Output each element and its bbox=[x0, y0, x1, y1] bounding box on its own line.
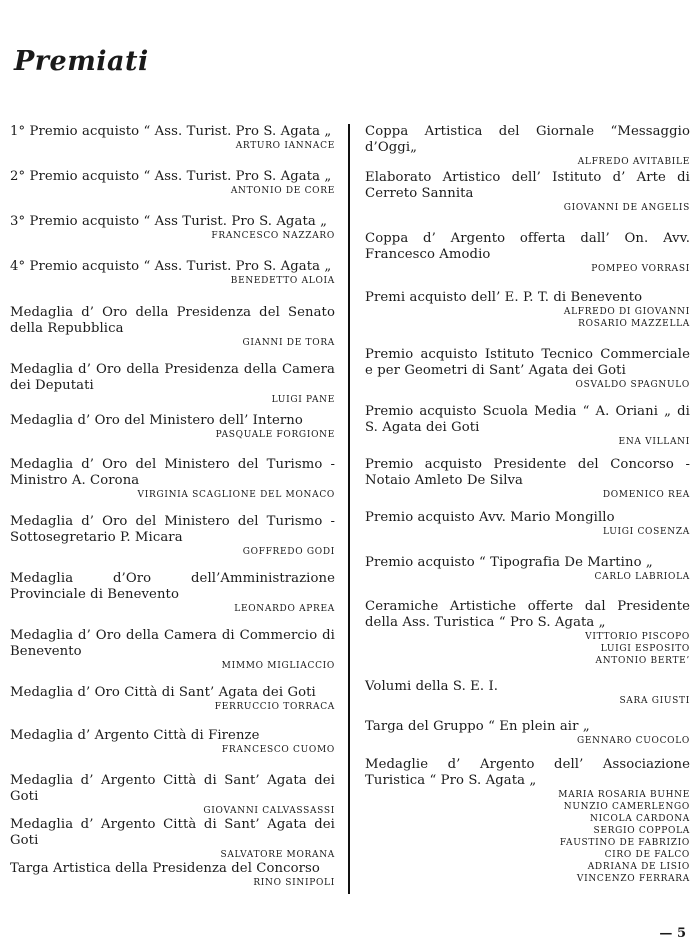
winner-name: FRANCESCO NAZZARO bbox=[211, 231, 335, 241]
winner-name: DOMENICO REA bbox=[602, 490, 690, 500]
award-entry bbox=[365, 555, 690, 599]
winner-names bbox=[365, 631, 690, 667]
award-entry bbox=[10, 685, 335, 728]
award-entry bbox=[10, 728, 335, 773]
winner-names bbox=[10, 140, 335, 152]
winner-name: SERGIO COPPOLA bbox=[593, 826, 690, 836]
winner-names bbox=[10, 805, 335, 817]
award-entry bbox=[10, 571, 335, 628]
winner-name: OSVALDO SPAGNULO bbox=[575, 380, 690, 390]
award-entry bbox=[10, 457, 335, 514]
winner-name: ALFREDO DI GIOVANNI bbox=[563, 307, 690, 317]
award-entry bbox=[10, 514, 335, 571]
right-column bbox=[365, 124, 690, 885]
winner-name: LUIGI ESPOSITO bbox=[600, 644, 690, 654]
winner-name: GIOVANNI CALVASSASSI bbox=[203, 806, 335, 816]
winner-name: SARA GIUSTI bbox=[619, 696, 690, 706]
award-entry bbox=[365, 599, 690, 679]
award-entry bbox=[10, 362, 335, 413]
winner-names bbox=[365, 789, 690, 885]
winner-name: POMPEO VORRASI bbox=[591, 264, 690, 274]
winner-name: RINO SINIPOLI bbox=[253, 878, 335, 888]
winner-names bbox=[10, 701, 335, 713]
winner-names bbox=[10, 337, 335, 349]
award-title: Medaglia d’ Oro del Ministero del Turismo - Ministro A. Corona bbox=[10, 457, 335, 488]
award-title: Medaglia d’ Oro della Presidenza della Camera dei Deputati bbox=[10, 362, 335, 393]
award-entry bbox=[10, 259, 335, 305]
winner-names bbox=[365, 156, 690, 168]
winner-names bbox=[365, 526, 690, 538]
winner-names bbox=[10, 489, 335, 501]
award-title: Elaborato Artistico dell’ Istituto d’ Arte di Cerreto Sannita bbox=[365, 170, 690, 201]
award-title: Premio acquisto Scuola Media “ A. Oriani „ di S. Agata dei Goti bbox=[365, 404, 690, 435]
award-title: Medaglie d’ Argento dell’ Associazione Turistica “ Pro S. Agata „ bbox=[365, 757, 690, 788]
award-entry bbox=[365, 231, 690, 290]
winner-name: MARIA ROSARIA BUHNE bbox=[558, 790, 690, 800]
winner-name: CARLO LABRIOLA bbox=[594, 572, 690, 582]
winner-name: ADRIANA DE LISIO bbox=[587, 862, 690, 872]
winner-name: GOFFREDO GODI bbox=[242, 547, 335, 557]
award-title: Medaglia d’ Oro del Ministero del Turismo - Sottosegretario P. Micara bbox=[10, 514, 335, 545]
award-title: Premio acquisto Istituto Tecnico Commerciale e per Geometri di Sant’ Agata dei Goti bbox=[365, 347, 690, 378]
award-entry bbox=[10, 214, 335, 259]
winner-names bbox=[365, 735, 690, 747]
award-entry bbox=[10, 773, 335, 817]
award-entry bbox=[365, 510, 690, 555]
award-entry bbox=[365, 757, 690, 885]
award-entry bbox=[365, 124, 690, 170]
winner-names bbox=[10, 603, 335, 615]
winner-names bbox=[365, 695, 690, 707]
winner-name: GENNARO CUOCOLO bbox=[577, 736, 690, 746]
column-divider bbox=[348, 124, 350, 894]
winner-names bbox=[10, 877, 335, 889]
winner-names bbox=[10, 849, 335, 861]
winner-name: ARTURO IANNACE bbox=[235, 141, 335, 151]
winner-names bbox=[365, 489, 690, 501]
award-entry bbox=[365, 679, 690, 719]
award-entry bbox=[365, 457, 690, 510]
winner-name: FAUSTINO DE FABRIZIO bbox=[559, 838, 690, 848]
winner-name: FERRUCCIO TORRACA bbox=[214, 702, 335, 712]
award-title: Premi acquisto dell’ E. P. T. di Benevento bbox=[365, 290, 643, 305]
award-entry bbox=[10, 817, 335, 861]
award-title: Medaglia d’ Oro Città di Sant’ Agata dei Goti bbox=[10, 685, 316, 700]
winner-name: FRANCESCO CUOMO bbox=[221, 745, 335, 755]
winner-names bbox=[10, 275, 335, 287]
winner-names bbox=[10, 429, 335, 441]
winner-name: ROSARIO MAZZELLA bbox=[578, 319, 690, 329]
award-entry bbox=[365, 347, 690, 404]
left-column bbox=[10, 124, 335, 901]
award-entry bbox=[10, 413, 335, 457]
winner-name: LUIGI PANE bbox=[271, 395, 335, 405]
award-title: Medaglia d’ Oro del Ministero dell’ Interno bbox=[10, 413, 303, 428]
award-entry bbox=[365, 404, 690, 457]
award-title: Premio acquisto Avv. Mario Mongillo bbox=[365, 510, 615, 525]
award-title: 1° Premio acquisto “ Ass. Turist. Pro S. Agata „ bbox=[10, 124, 332, 139]
award-title: Medaglia d’ Oro della Presidenza del Senato della Repubblica bbox=[10, 305, 335, 336]
winner-name: NICOLA CARDONA bbox=[590, 814, 690, 824]
winner-names bbox=[365, 306, 690, 330]
award-title: 4° Premio acquisto “ Ass. Turist. Pro S. Agata „ bbox=[10, 259, 332, 274]
winner-names bbox=[10, 546, 335, 558]
award-entry bbox=[365, 290, 690, 347]
page-number: — 5 bbox=[659, 926, 686, 941]
winner-name: ANTONIO BERTE’ bbox=[595, 656, 690, 666]
winner-name: GIOVANNI DE ANGELIS bbox=[563, 203, 690, 213]
award-entry bbox=[10, 305, 335, 362]
award-title: Targa del Gruppo “ En plein air „ bbox=[365, 719, 590, 734]
winner-name: LEONARDO APREA bbox=[234, 604, 335, 614]
winner-name: NUNZIO CAMERLENGO bbox=[563, 802, 690, 812]
award-title: Medaglia d’ Argento Città di Sant’ Agata dei Goti bbox=[10, 773, 335, 804]
award-title: Medaglia d’ Argento Città di Sant’ Agata dei Goti bbox=[10, 817, 335, 848]
winner-names bbox=[365, 379, 690, 391]
winner-name: VIRGINIA SCAGLIONE DEL MONACO bbox=[137, 490, 335, 500]
award-title: 2° Premio acquisto “ Ass. Turist. Pro S. Agata „ bbox=[10, 169, 332, 184]
award-title: Medaglia d’ Argento Città di Firenze bbox=[10, 728, 260, 743]
winner-name: CIRO DE FALCO bbox=[604, 850, 690, 860]
award-entry bbox=[365, 170, 690, 231]
winner-name: SALVATORE MORANA bbox=[220, 850, 335, 860]
award-title: Medaglia d’Oro dell’Amministrazione Provinciale di Benevento bbox=[10, 571, 335, 602]
winner-names bbox=[10, 660, 335, 672]
award-title: Ceramiche Artistiche offerte dal Presidente della Ass. Turistica “ Pro S. Agata „ bbox=[365, 599, 690, 630]
award-title: Targa Artistica della Presidenza del Concorso bbox=[10, 861, 320, 876]
winner-names bbox=[10, 744, 335, 756]
award-title: 3° Premio acquisto “ Ass Turist. Pro S. Agata „ bbox=[10, 214, 328, 229]
winner-name: ANTONIO DE CORE bbox=[230, 186, 335, 196]
award-entry bbox=[365, 719, 690, 757]
winner-names bbox=[10, 185, 335, 197]
award-title: Premio acquisto “ Tipografia De Martino „ bbox=[365, 555, 653, 570]
award-entry bbox=[10, 169, 335, 214]
winner-name: BENEDETTO ALOIA bbox=[230, 276, 335, 286]
award-title: Coppa d’ Argento offerta dall’ On. Avv. Francesco Amodio bbox=[365, 231, 690, 262]
winner-name: VINCENZO FERRARA bbox=[576, 874, 690, 884]
winner-names bbox=[365, 571, 690, 583]
page-title: Premiati bbox=[14, 46, 149, 77]
award-title: Medaglia d’ Oro della Camera di Commercio di Benevento bbox=[10, 628, 335, 659]
winner-name: GIANNI DE TORA bbox=[242, 338, 335, 348]
winner-name: LUIGI COSENZA bbox=[603, 527, 690, 537]
winner-name: ENA VILLANI bbox=[618, 437, 690, 447]
award-title: Coppa Artistica del Giornale “Messaggio d’Oggi„ bbox=[365, 124, 690, 155]
award-title: Premio acquisto Presidente del Concorso - Notaio Amleto De Silva bbox=[365, 457, 690, 488]
award-entry bbox=[10, 124, 335, 169]
award-entry bbox=[10, 628, 335, 685]
winner-names bbox=[10, 230, 335, 242]
award-entry bbox=[10, 861, 335, 901]
winner-name: VITTORIO PISCOPO bbox=[585, 632, 690, 642]
winner-name: MIMMO MIGLIACCIO bbox=[221, 661, 335, 671]
winner-name: ALFREDO AVITABILE bbox=[577, 157, 690, 167]
winner-names bbox=[365, 436, 690, 448]
winner-names bbox=[365, 263, 690, 275]
winner-names bbox=[10, 394, 335, 406]
award-title: Volumi della S. E. I. bbox=[365, 679, 499, 694]
winner-names bbox=[365, 202, 690, 214]
winner-name: PASQUALE FORGIONE bbox=[215, 430, 335, 440]
